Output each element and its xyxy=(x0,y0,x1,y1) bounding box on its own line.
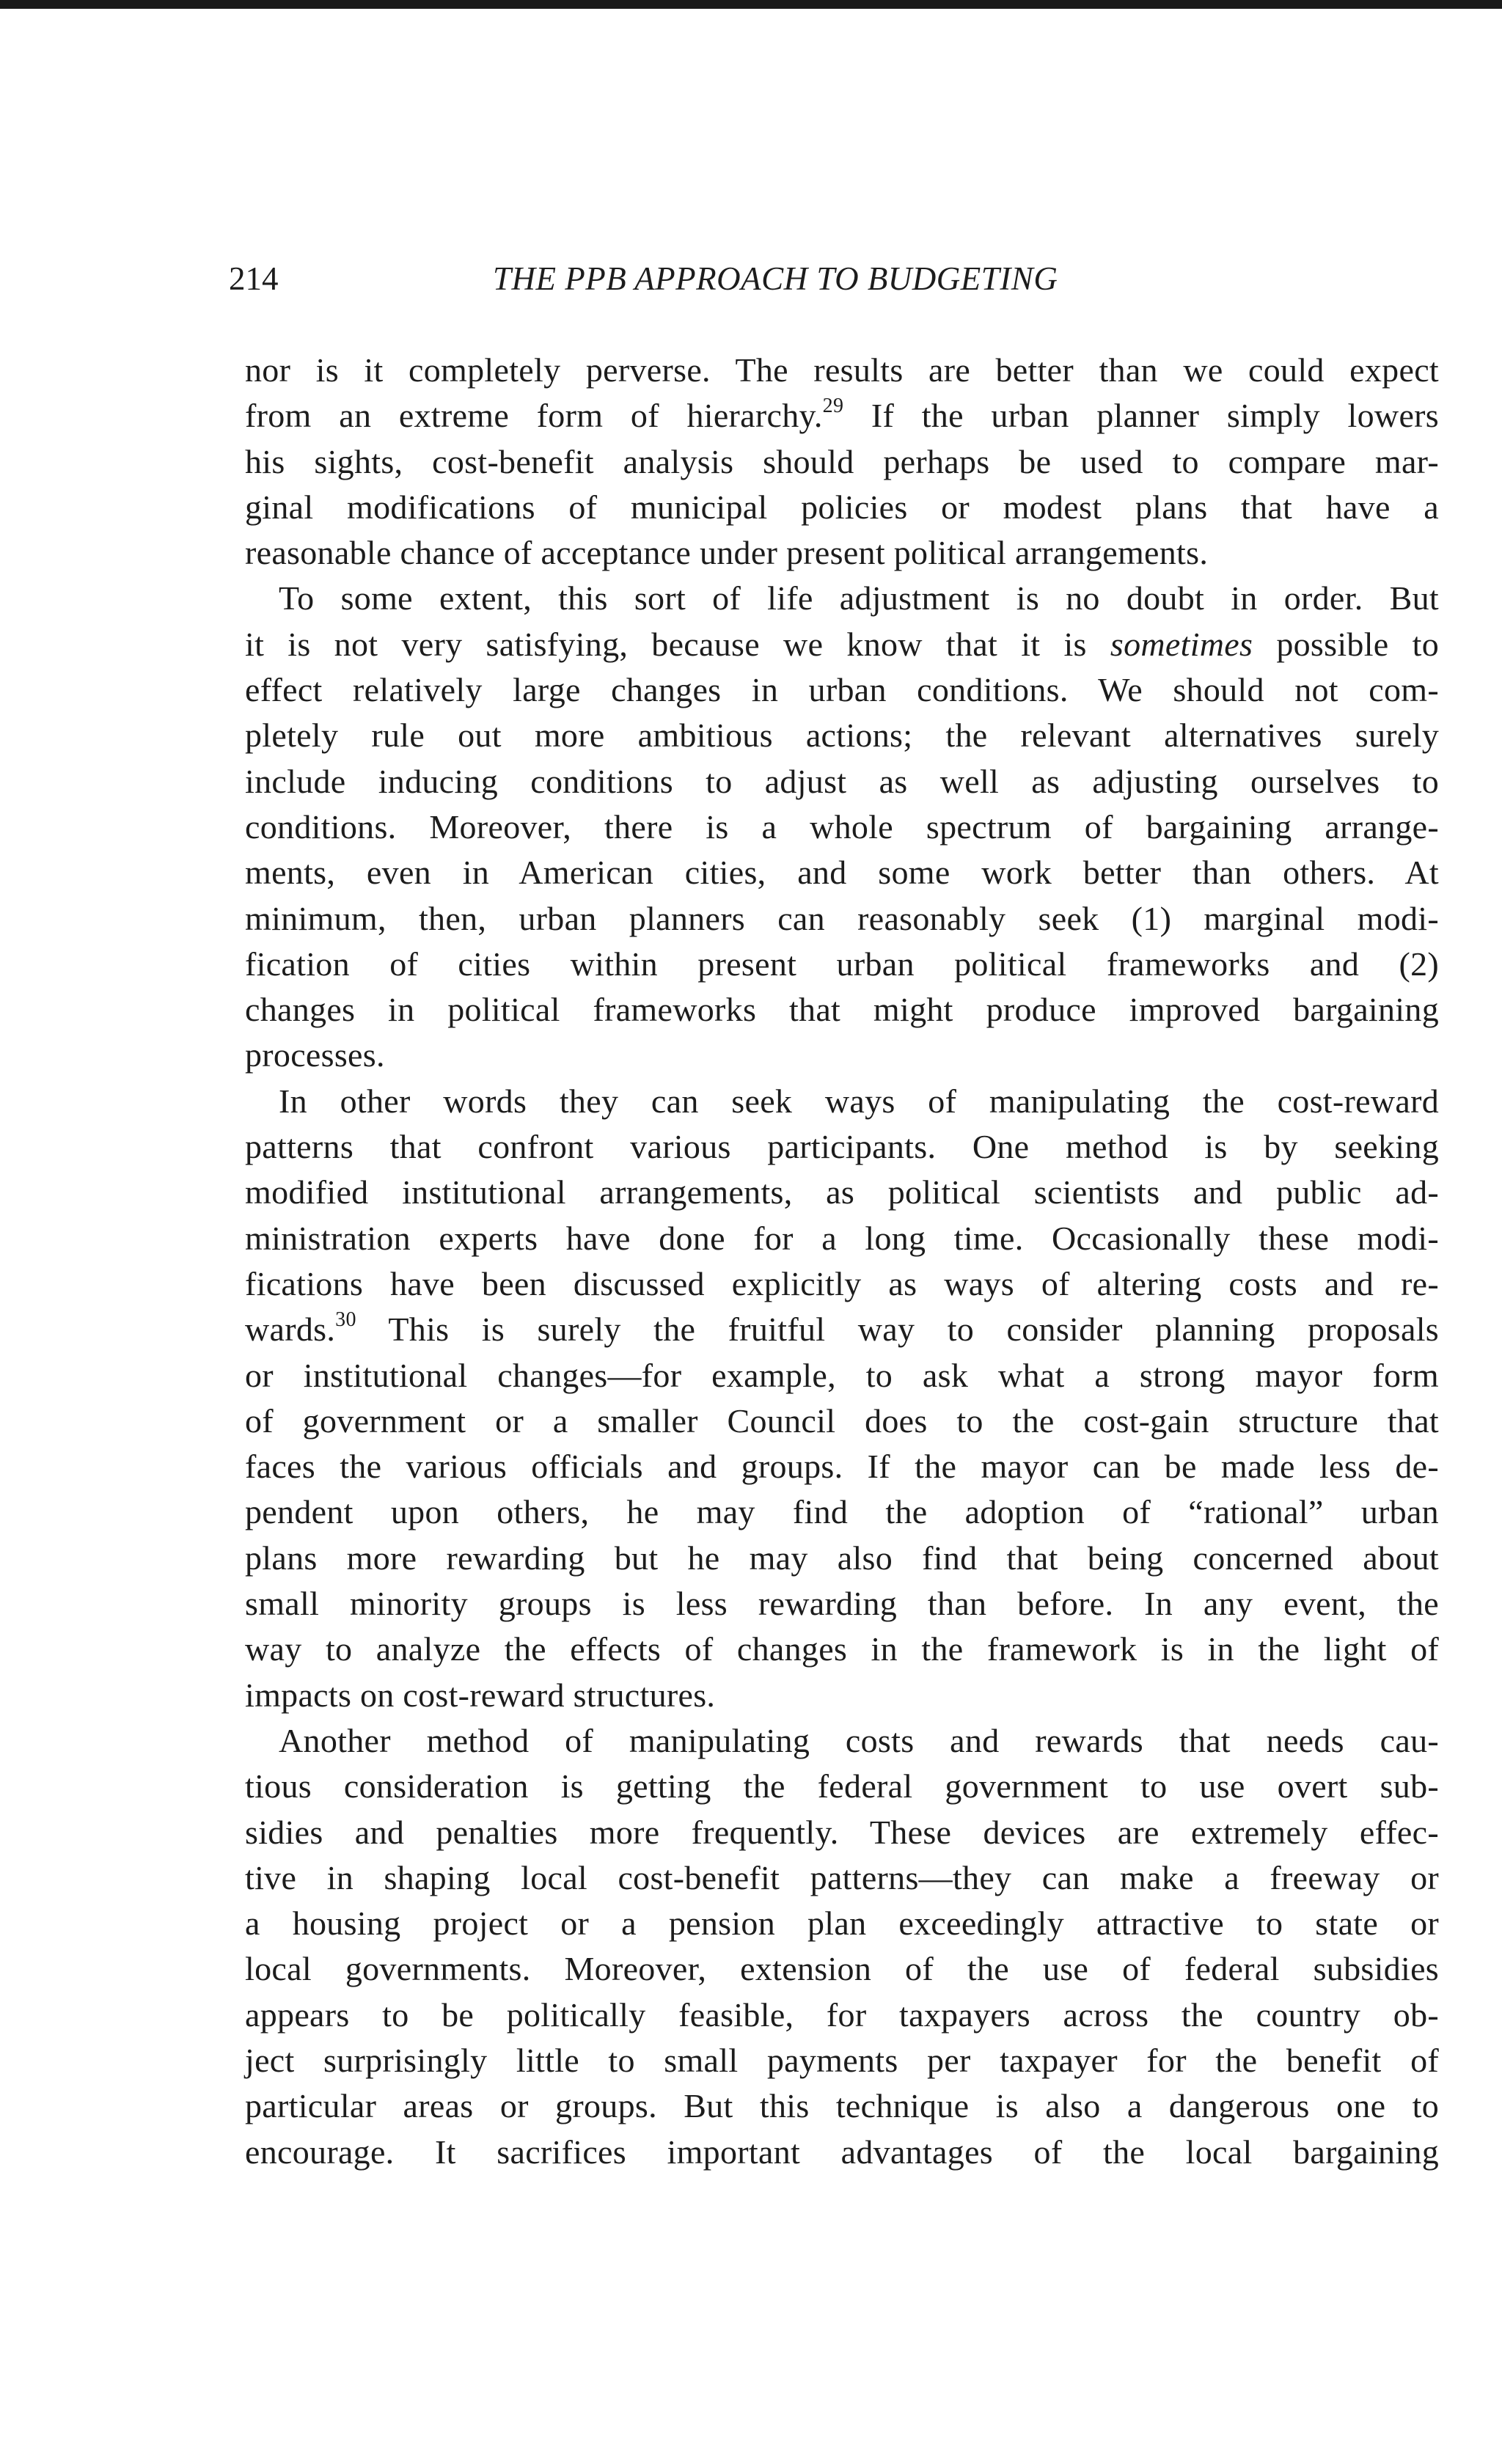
text-line: small minority groups is less rewarding than before. In any event, the xyxy=(245,1585,1439,1623)
text-line: faces the various officials and groups. If the mayor can be made less de- xyxy=(245,1448,1439,1486)
text-line: fications have been discussed explicitly as ways of altering costs and re- xyxy=(245,1264,1439,1302)
text-line: tive in shaping local cost-benefit patterns—they can make a freeway or xyxy=(245,1858,1439,1896)
text-line: particular areas or groups. But this technique is also a dangerous one to xyxy=(245,2087,1439,2125)
text-segment: from an extreme form of hierarchy. xyxy=(245,397,823,435)
text-line: processes. xyxy=(245,1036,385,1074)
text-line: patterns that confront various participants. One method is by seeking xyxy=(245,1128,1439,1166)
text-line: pletely rule out more ambitious actions; the relevant alternatives surely xyxy=(245,716,1439,755)
page-number: 214 xyxy=(229,260,279,297)
text-line: his sights, cost-benefit analysis should perhaps be used to compare mar- xyxy=(245,442,1439,480)
text-line: ject surprisingly little to small payments per taxpayer for the benefit of xyxy=(245,2041,1439,2079)
text-line: fication of cities within present urban political frameworks and (2) xyxy=(245,945,1439,983)
text-line xyxy=(245,393,1439,439)
text-line xyxy=(245,622,1439,667)
text-line: plans more rewarding but he may also find that being concerned about xyxy=(245,1539,1439,1577)
text-line: To some extent, this sort of life adjustment is no doubt in order. But xyxy=(279,579,1439,617)
text-line: appears to be politically feasible, for taxpayers across the country ob- xyxy=(245,1995,1439,2034)
text-line: way to analyze the effects of changes in the framework is in the light of xyxy=(245,1630,1439,1668)
text-line: include inducing conditions to adjust as well as adjusting ourselves to xyxy=(245,762,1439,800)
text-line: sidies and penalties more frequently. These devices are extremely effec- xyxy=(245,1813,1439,1851)
text-line: impacts on cost-reward structures. xyxy=(245,1676,716,1714)
footnote-marker: 29 xyxy=(822,394,844,417)
text-line: Another method of manipulating costs and rewards that needs cau- xyxy=(279,1721,1439,1759)
text-line: modified institutional arrangements, as political scientists and public ad- xyxy=(245,1173,1439,1211)
text-line: minimum, then, urban planners can reasonably seek (1) marginal modi- xyxy=(245,899,1439,937)
text-line: or institutional changes—for example, to ask what a strong mayor form xyxy=(245,1356,1439,1394)
text-segment: If the urban planner simply lowers xyxy=(843,397,1439,435)
running-head xyxy=(229,257,1446,301)
text-line: effect relatively large changes in urban conditions. We should not com- xyxy=(245,671,1439,709)
text-line: ments, even in American cities, and some work better than others. At xyxy=(245,854,1439,892)
text-line: tious consideration is getting the federal government to use overt sub- xyxy=(245,1767,1439,1805)
text-line: a housing project or a pension plan exceedingly attractive to state or xyxy=(245,1904,1439,1943)
text-line: In other words they can seek ways of manipulating the cost-reward xyxy=(279,1082,1439,1120)
text-line: conditions. Moreover, there is a whole spectrum of bargaining arrange- xyxy=(245,807,1439,846)
body-text xyxy=(245,348,1439,2175)
text-segment: it is not very satisfying, because we know that it is xyxy=(245,625,1110,663)
text-line: encourage. It sacrifices important advantages of the local bargaining xyxy=(245,2133,1439,2171)
text-line: local governments. Moreover, extension of the use of federal subsidies xyxy=(245,1950,1439,1988)
text-line: changes in political frameworks that might produce improved bargaining xyxy=(245,991,1439,1029)
text-line: nor is it completely perverse. The results are better than we could expect xyxy=(245,351,1439,389)
text-line: reasonable chance of acceptance under present political arrangements. xyxy=(245,534,1209,572)
footnote-marker: 30 xyxy=(335,1308,356,1331)
text-line: of government or a smaller Council does to the cost-gain structure that xyxy=(245,1401,1439,1440)
running-title: THE PPB APPROACH TO BUDGETING xyxy=(493,260,1058,297)
text-line xyxy=(245,1307,1439,1352)
text-line: ginal modifications of municipal policies or modest plans that have a xyxy=(245,488,1439,526)
text-line: pendent upon others, he may find the adoption of “rational” urban xyxy=(245,1493,1439,1531)
text-line: ministration experts have done for a long time. Occasionally these modi- xyxy=(245,1219,1439,1257)
text-segment: This is surely the fruitful way to consider planning proposals xyxy=(356,1310,1439,1349)
text-segment: wards. xyxy=(245,1310,336,1349)
text-segment: possible to xyxy=(1253,625,1439,663)
emphasis-text: sometimes xyxy=(1110,625,1253,663)
top-border-rule xyxy=(0,0,1502,9)
